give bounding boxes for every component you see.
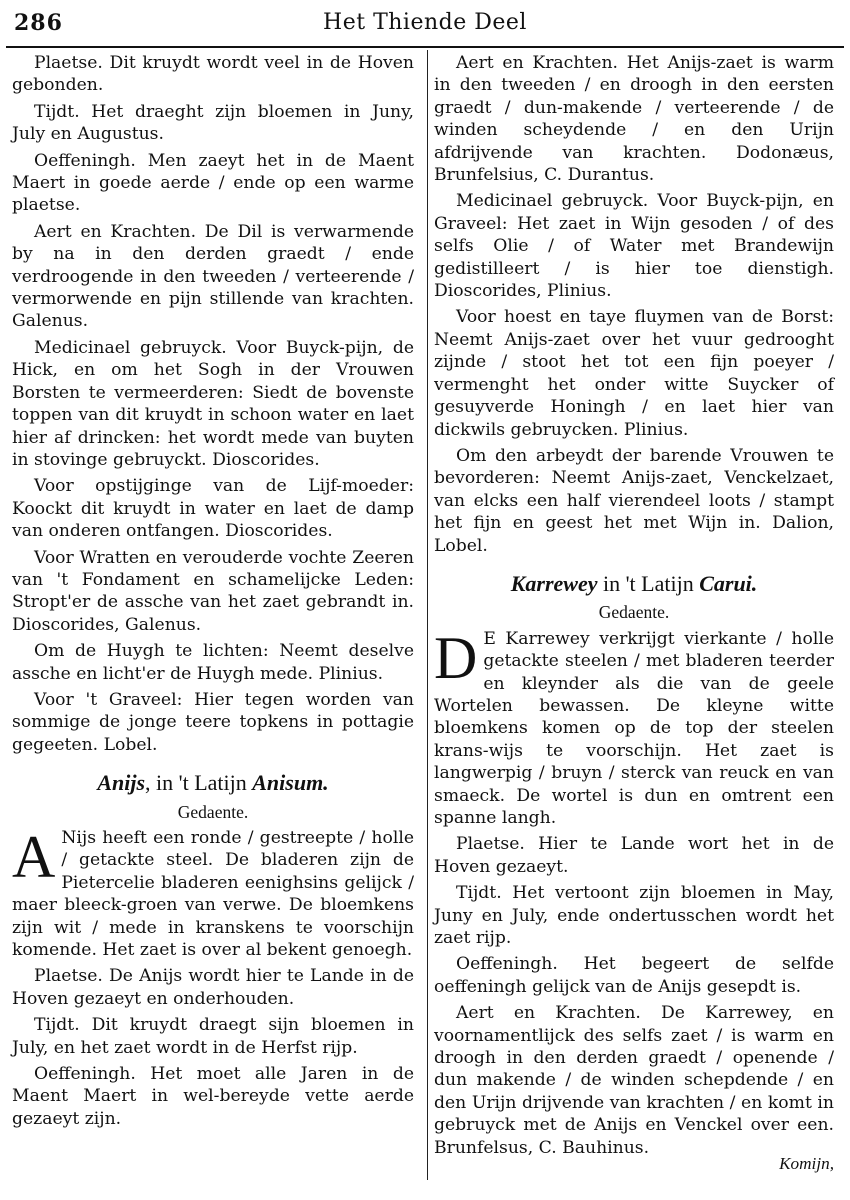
right-column (434, 52, 834, 1163)
paragraph-karrewey-tijdt: Tijdt. Het vertoont zijn bloemen in May, Juny en July, ende ondertusschen wordt het zaet rijp. (434, 883, 834, 949)
paragraph-anijs-hoest: Voor hoest en taye fluymen van de Borst: Neemt Anijs-zaet over het vuur gedrooght zijnde / stoot het tot een fijn poeyer / vermenght het onder witte Suycker of gesuyverde Honingh / en laet hier van dickwils gebruycken. Plinius. (434, 307, 834, 440)
paragraph-anijs-oeffeningh: Oeffeningh. Het moet alle Jaren in de Maent Maert in wel-bereyde vette aerde gezaeyt zijn. (12, 1064, 414, 1129)
heading-anijs-rest: , in 't Latijn (145, 770, 253, 796)
heading-karrewey-latin: Carui. (699, 570, 758, 596)
anijs-description (12, 824, 414, 961)
column-divider (427, 50, 428, 1180)
dropcap-anijs: A (12, 824, 56, 890)
karrewey-description (434, 624, 834, 830)
paragraph-dil-plaetse: Plaetse. Dit kruydt wordt veel in de Hoven gebonden. (12, 53, 414, 96)
section-heading-anijs (12, 772, 414, 794)
subheading-gedaente-karrewey: Gedaente. (598, 602, 670, 623)
paragraph-anijs-medicinael: Medicinael gebruyck. Voor Buyck-pijn, en Graveel: Het zaet in Wijn gesoden / of des selfs Olie / of Water met Brandewijn gedistilleert / is hier toe dienstigh. Dioscorides, Plinius. (434, 191, 834, 302)
paragraph-karrewey-oeffeningh: Oeffeningh. Het begeert de selfde oeffeningh gelijck van de Anijs gesepdt is. (434, 954, 834, 997)
paragraph-anijs-tijdt: Tijdt. Dit kruydt draegt sijn bloemen in July, en het zaet wordt in de Herfst rijp. (12, 1015, 414, 1058)
paragraph-anijs-plaetse: Plaetse. De Anijs wordt hier te Lande in de Hoven gezaeyt en onderhouden. (12, 966, 414, 1009)
paragraph-dil-huygh: Om de Huygh te lichten: Neemt deselve assche en licht'er de Huygh mede. Plinius. (12, 641, 414, 684)
dropcap-karrewey: D (434, 624, 478, 691)
subheading-gedaente-anijs: Gedaente. (177, 801, 249, 822)
paragraph-karrewey-aert: Aert en Krachten. De Karrewey, en voornamentlijck des selfs zaet / is warm en droogh in den derden graedt / openende / dun makende / de winden schepdende / en den Urijn drijvende van krachten / en komt in gebruyck met de Anijs en Venckel over een. Brunfelsus, C. Bauhinus. (434, 1003, 834, 1158)
paragraph-dil-wratten: Voor Wratten en verouderde vochte Zeeren van 't Fondament en schamelijcke Leden: Stropt'er de assche van het zaet gebrandt in. Dioscorides, Galenus. (12, 547, 414, 635)
paragraph-dil-lijf-moeder: Voor opstijginge van de Lijf-moeder: Koockt dit kruydt in water en laet de damp van onderen ontfangen. Dioscorides. (12, 476, 414, 542)
paragraph-dil-tijdt: Tijdt. Het draeght zijn bloemen in Juny, July en Augustus. (12, 101, 414, 145)
paragraph-dil-graveel: Voor 't Graveel: Hier tegen worden van sommige de jonge teere topkens in pottagie gegeeten. Lobel. (12, 689, 414, 755)
heading-anijs-latin: Anisum. (252, 770, 329, 796)
running-head: Het Thiende Deel (323, 10, 527, 35)
paragraph-anijs-aert: Aert en Krachten. Het Anijs-zaet is warm in den tweeden / en droogh in den eersten graedt / dun-makende / verteerende / de winden scheydende / en den Urijn afdrijvende van krachten. Dodonæus, Brunfelsius, C. Durantus. (434, 53, 834, 186)
paragraph-karrewey-plaetse: Plaetse. Hier te Lande wort het in de Hoven gezaeyt. (434, 834, 834, 877)
catchword: Komijn, (779, 1154, 834, 1173)
heading-karrewey-name: Karrewey (510, 570, 598, 596)
paragraph-dil-aert: Aert en Krachten. De Dil is verwarmende by na in den derden graedt / ende verdroogende in den tweeden / verteerende / vermorwende en pijn stillende van krachten. Galenus. (12, 221, 414, 332)
header-rule (6, 46, 844, 48)
karrewey-description-text: E Karrewey verkrijgt vierkante / holle getackte steelen / met bladeren teerder en kleynder als die van de geele Wortelen bewassen. De kleyne witte bloemkens komen op de top der steelen krans-wijs te voorschijn. Het zaet is langwerpig / bruyn / sterck van reuck en van smaeck. De wortel is dun en omtrent een spanne langh. (434, 628, 834, 828)
page-number: 286 (14, 10, 63, 36)
heading-karrewey-rest: in 't Latijn (597, 570, 700, 596)
paragraph-anijs-barende: Om den arbeydt der barende Vrouwen te bevorderen: Neemt Anijs-zaet, Venckelzaet, van elcks een half vierendeel loots / stampt het fijn en geest het met Wijn in. Dalion, Lobel. (434, 445, 834, 556)
heading-anijs-name: Anijs (97, 770, 146, 796)
paragraph-dil-medicinael: Medicinael gebruyck. Voor Buyck-pijn, de Hick, en om het Sogh in der Vrouwen Borsten te vermeerderen: Siedt de bovenste toppen van dit kruydt in schoon water en laet hier af drincken: het wordt mede van buyten in stovinge gebruyckt. Dioscorides. (12, 337, 414, 470)
anijs-description-text: Nijs heeft een ronde / gestreepte / holle / getackte steel. De bladeren zijn de Pietercelie bladeren eenighsins gelijck / maer bleeck-groen van verwe. De bloemkens zijn wit / mede in kranskens te voorschijn komende. Het zaet is over al bekent genoegh. (12, 828, 414, 961)
left-column (12, 52, 414, 1134)
section-heading-karrewey (434, 570, 834, 596)
paragraph-dil-oeffeningh: Oeffeningh. Men zaeyt het in de Maent Maert in goede aerde / ende op een warme plaetse. (12, 150, 414, 216)
